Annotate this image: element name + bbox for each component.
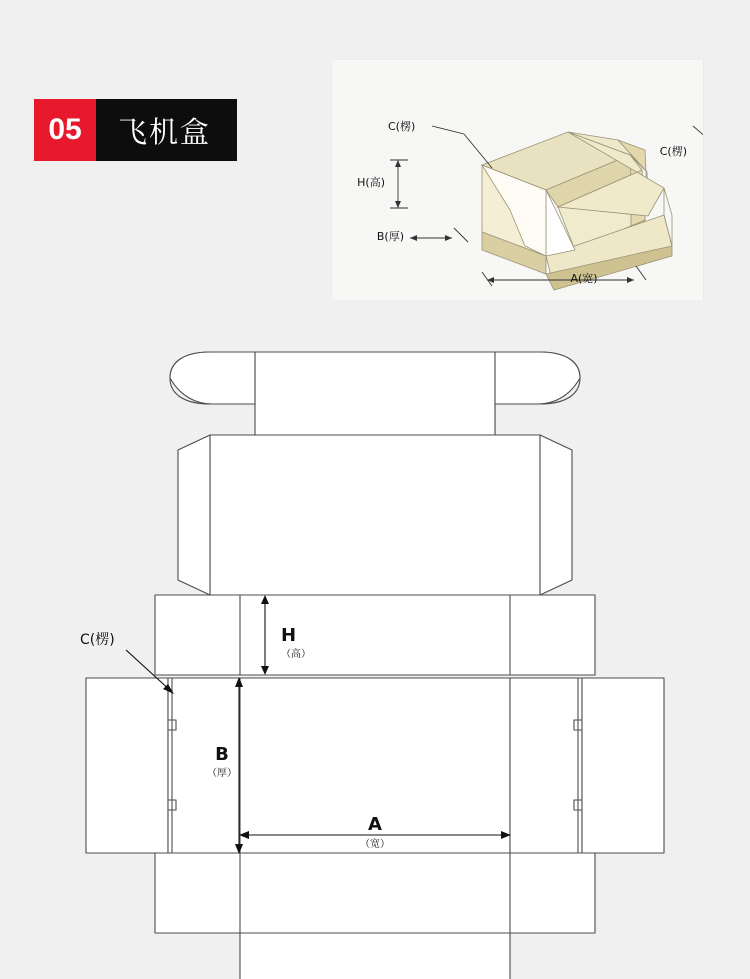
section-header-badge (34, 99, 237, 161)
photo-width-label: A(宽) (570, 272, 598, 285)
callout-flute-dieline-label: C(楞) (80, 632, 115, 648)
photo-height-label: H(高) (357, 176, 385, 189)
section-title: 飞机盒 (96, 99, 237, 161)
dimension-a-sublabel: （宽） (360, 839, 390, 850)
callout-flute-label: C(楞) (659, 145, 687, 158)
box-3d-illustration (332, 60, 703, 303)
photo-flute-label: C(楞) (388, 120, 416, 133)
dimension-b-sublabel: （厚） (207, 768, 237, 779)
dimension-h-label: H (281, 625, 297, 646)
dimension-b-label: B (215, 744, 229, 765)
dimension-h-sublabel: （高） (281, 649, 311, 660)
dieline-svg (0, 300, 750, 979)
section-number: 05 (34, 99, 96, 161)
dimension-a-label: A (368, 814, 382, 835)
photo-depth-label: B(厚) (376, 230, 404, 243)
box-dieline-drawing (0, 300, 750, 979)
box-photo-panel (331, 59, 704, 304)
